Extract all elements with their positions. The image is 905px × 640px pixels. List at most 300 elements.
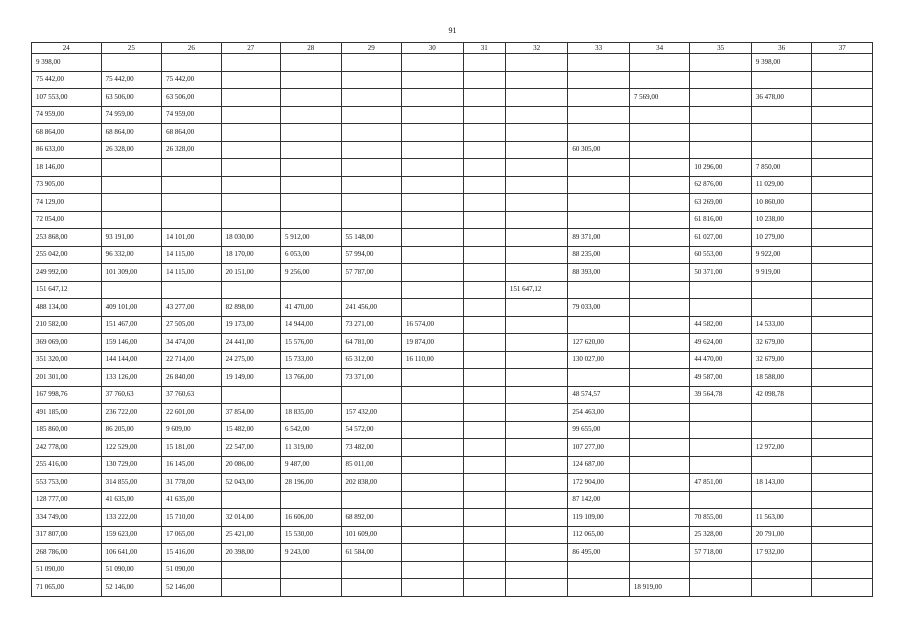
table-cell: 201 301,00 bbox=[32, 369, 102, 387]
table-cell: 86 633,00 bbox=[32, 141, 102, 159]
table-cell: 25 421,00 bbox=[221, 526, 280, 544]
table-cell bbox=[221, 386, 280, 404]
table-cell bbox=[690, 141, 752, 159]
table-cell: 369 069,00 bbox=[32, 334, 102, 352]
table-cell bbox=[463, 229, 505, 247]
table-cell: 11 563,00 bbox=[751, 509, 812, 527]
table-cell bbox=[629, 544, 690, 562]
table-cell: 20 151,00 bbox=[221, 264, 280, 282]
table-cell bbox=[812, 404, 873, 422]
table-cell bbox=[751, 579, 812, 597]
table-cell bbox=[812, 246, 873, 264]
table-cell: 75 442,00 bbox=[101, 71, 162, 89]
table-cell: 6 542,00 bbox=[281, 421, 342, 439]
table-cell bbox=[812, 456, 873, 474]
table-cell: 11 319,00 bbox=[281, 439, 342, 457]
table-cell: 52 146,00 bbox=[101, 579, 162, 597]
table-cell bbox=[505, 561, 568, 579]
table-cell bbox=[505, 71, 568, 89]
table-cell bbox=[690, 124, 752, 142]
table-cell bbox=[629, 386, 690, 404]
table-cell: 71 065,00 bbox=[32, 579, 102, 597]
table-cell bbox=[568, 71, 630, 89]
table-cell bbox=[629, 351, 690, 369]
table-cell bbox=[402, 299, 464, 317]
column-header: 25 bbox=[101, 43, 162, 54]
table-cell bbox=[463, 141, 505, 159]
table-cell bbox=[568, 316, 630, 334]
table-cell: 16 145,00 bbox=[162, 456, 221, 474]
table-cell: 10 238,00 bbox=[751, 211, 812, 229]
table-cell: 24 441,00 bbox=[221, 334, 280, 352]
table-cell bbox=[341, 211, 402, 229]
table-cell bbox=[629, 369, 690, 387]
table-cell: 15 530,00 bbox=[281, 526, 342, 544]
table-cell: 133 222,00 bbox=[101, 509, 162, 527]
table-cell bbox=[463, 106, 505, 124]
table-cell: 93 191,00 bbox=[101, 229, 162, 247]
table-cell bbox=[281, 106, 342, 124]
table-cell: 9 398,00 bbox=[751, 54, 812, 72]
table-cell bbox=[463, 264, 505, 282]
table-row bbox=[32, 474, 873, 492]
table-cell bbox=[281, 491, 342, 509]
table-cell bbox=[505, 579, 568, 597]
table-cell bbox=[341, 141, 402, 159]
table-cell bbox=[402, 141, 464, 159]
table-cell bbox=[463, 474, 505, 492]
table-cell: 22 547,00 bbox=[221, 439, 280, 457]
table-cell bbox=[690, 299, 752, 317]
table-cell: 18 030,00 bbox=[221, 229, 280, 247]
table-cell bbox=[690, 421, 752, 439]
table-cell bbox=[690, 106, 752, 124]
table-cell: 43 277,00 bbox=[162, 299, 221, 317]
table-cell bbox=[812, 334, 873, 352]
table-cell bbox=[341, 124, 402, 142]
table-cell: 7 569,00 bbox=[629, 89, 690, 107]
table-cell bbox=[281, 159, 342, 177]
table-cell: 10 296,00 bbox=[690, 159, 752, 177]
table-cell: 85 011,00 bbox=[341, 456, 402, 474]
table-cell bbox=[812, 491, 873, 509]
table-cell: 15 416,00 bbox=[162, 544, 221, 562]
table-cell bbox=[629, 561, 690, 579]
table-cell bbox=[463, 71, 505, 89]
table-cell bbox=[402, 106, 464, 124]
table-cell: 42 098,78 bbox=[751, 386, 812, 404]
table-cell bbox=[568, 89, 630, 107]
table-cell: 63 506,00 bbox=[101, 89, 162, 107]
table-cell bbox=[568, 124, 630, 142]
table-cell: 9 256,00 bbox=[281, 264, 342, 282]
table-cell bbox=[690, 54, 752, 72]
table-cell: 133 126,00 bbox=[101, 369, 162, 387]
table-cell: 26 328,00 bbox=[162, 141, 221, 159]
table-cell bbox=[463, 421, 505, 439]
table-row bbox=[32, 211, 873, 229]
table-cell bbox=[812, 211, 873, 229]
table-row bbox=[32, 124, 873, 142]
table-cell: 202 838,00 bbox=[341, 474, 402, 492]
table-cell bbox=[690, 89, 752, 107]
column-header: 27 bbox=[221, 43, 280, 54]
table-cell: 37 760,63 bbox=[162, 386, 221, 404]
table-cell bbox=[505, 124, 568, 142]
table-cell: 334 749,00 bbox=[32, 509, 102, 527]
table-cell bbox=[751, 71, 812, 89]
table-cell: 236 722,00 bbox=[101, 404, 162, 422]
column-header: 28 bbox=[281, 43, 342, 54]
table-cell bbox=[402, 229, 464, 247]
table-row bbox=[32, 71, 873, 89]
table-cell: 151 647,12 bbox=[32, 281, 102, 299]
table-cell bbox=[505, 264, 568, 282]
table-cell bbox=[463, 509, 505, 527]
table-cell bbox=[162, 176, 221, 194]
table-cell: 12 972,00 bbox=[751, 439, 812, 457]
table-row bbox=[32, 404, 873, 422]
table-cell bbox=[812, 299, 873, 317]
table-cell: 9 487,00 bbox=[281, 456, 342, 474]
table-cell bbox=[751, 281, 812, 299]
table-cell bbox=[402, 456, 464, 474]
table-cell bbox=[751, 421, 812, 439]
table-cell: 26 328,00 bbox=[101, 141, 162, 159]
table-row bbox=[32, 141, 873, 159]
table-cell: 75 442,00 bbox=[162, 71, 221, 89]
table-row bbox=[32, 386, 873, 404]
table-cell bbox=[341, 89, 402, 107]
table-cell bbox=[629, 176, 690, 194]
table-cell: 61 816,00 bbox=[690, 211, 752, 229]
table-cell bbox=[812, 141, 873, 159]
header-row bbox=[32, 43, 873, 54]
table-cell bbox=[751, 124, 812, 142]
table-row bbox=[32, 491, 873, 509]
table-cell: 16 606,00 bbox=[281, 509, 342, 527]
table-cell bbox=[402, 474, 464, 492]
table-cell bbox=[221, 71, 280, 89]
column-header: 33 bbox=[568, 43, 630, 54]
table-header bbox=[32, 43, 873, 54]
table-cell bbox=[568, 194, 630, 212]
table-cell bbox=[402, 491, 464, 509]
table-cell bbox=[629, 141, 690, 159]
table-cell: 124 687,00 bbox=[568, 456, 630, 474]
table-cell: 101 309,00 bbox=[101, 264, 162, 282]
table-cell: 10 279,00 bbox=[751, 229, 812, 247]
table-cell bbox=[690, 404, 752, 422]
table-cell bbox=[402, 211, 464, 229]
table-cell bbox=[751, 141, 812, 159]
table-cell bbox=[812, 579, 873, 597]
table-cell bbox=[505, 404, 568, 422]
table-cell bbox=[505, 89, 568, 107]
table-cell: 18 170,00 bbox=[221, 246, 280, 264]
table-cell: 24 275,00 bbox=[221, 351, 280, 369]
table-cell: 18 143,00 bbox=[751, 474, 812, 492]
table-cell: 15 482,00 bbox=[221, 421, 280, 439]
table-cell: 57 994,00 bbox=[341, 246, 402, 264]
table-cell bbox=[341, 54, 402, 72]
table-cell bbox=[751, 299, 812, 317]
table-cell: 13 766,00 bbox=[281, 369, 342, 387]
table-cell: 241 456,00 bbox=[341, 299, 402, 317]
table-cell: 61 584,00 bbox=[341, 544, 402, 562]
table-cell bbox=[505, 334, 568, 352]
table-cell bbox=[402, 509, 464, 527]
table-cell: 68 864,00 bbox=[101, 124, 162, 142]
table-cell bbox=[505, 299, 568, 317]
table-cell: 255 416,00 bbox=[32, 456, 102, 474]
table-cell bbox=[629, 299, 690, 317]
table-cell bbox=[751, 456, 812, 474]
column-header: 29 bbox=[341, 43, 402, 54]
table-cell: 52 043,00 bbox=[221, 474, 280, 492]
table-cell bbox=[341, 386, 402, 404]
table-cell bbox=[402, 421, 464, 439]
table-cell bbox=[629, 106, 690, 124]
table-cell: 41 470,00 bbox=[281, 299, 342, 317]
table-cell bbox=[505, 246, 568, 264]
table-cell bbox=[402, 71, 464, 89]
table-body bbox=[32, 54, 873, 597]
table-cell: 210 582,00 bbox=[32, 316, 102, 334]
table-row bbox=[32, 176, 873, 194]
table-cell bbox=[402, 404, 464, 422]
table-cell: 107 553,00 bbox=[32, 89, 102, 107]
table-cell bbox=[281, 54, 342, 72]
table-cell: 19 173,00 bbox=[221, 316, 280, 334]
table-cell bbox=[402, 526, 464, 544]
table-cell: 52 146,00 bbox=[162, 579, 221, 597]
table-cell bbox=[812, 176, 873, 194]
table-cell: 72 054,00 bbox=[32, 211, 102, 229]
table-cell bbox=[101, 194, 162, 212]
table-cell bbox=[402, 386, 464, 404]
table-cell bbox=[341, 579, 402, 597]
table-cell bbox=[463, 369, 505, 387]
table-cell bbox=[629, 281, 690, 299]
table-cell bbox=[221, 194, 280, 212]
table-cell: 48 574,57 bbox=[568, 386, 630, 404]
table-cell bbox=[629, 211, 690, 229]
table-cell: 88 235,00 bbox=[568, 246, 630, 264]
table-cell bbox=[629, 54, 690, 72]
table-cell: 20 398,00 bbox=[221, 544, 280, 562]
table-cell bbox=[463, 526, 505, 544]
table-cell: 75 442,00 bbox=[32, 71, 102, 89]
table-row bbox=[32, 159, 873, 177]
table-cell bbox=[690, 71, 752, 89]
table-cell bbox=[690, 561, 752, 579]
table-cell: 20 791,00 bbox=[751, 526, 812, 544]
table-cell: 73 482,00 bbox=[341, 439, 402, 457]
table-cell: 51 090,00 bbox=[32, 561, 102, 579]
table-cell bbox=[402, 246, 464, 264]
column-header: 32 bbox=[505, 43, 568, 54]
table-cell bbox=[463, 281, 505, 299]
table-cell bbox=[402, 579, 464, 597]
table-cell bbox=[221, 159, 280, 177]
column-header: 24 bbox=[32, 43, 102, 54]
table-cell: 41 635,00 bbox=[162, 491, 221, 509]
table-cell bbox=[402, 561, 464, 579]
table-cell bbox=[812, 509, 873, 527]
table-row bbox=[32, 299, 873, 317]
table-row bbox=[32, 334, 873, 352]
table-cell bbox=[812, 421, 873, 439]
table-cell bbox=[341, 194, 402, 212]
table-cell bbox=[505, 509, 568, 527]
table-row bbox=[32, 456, 873, 474]
table-cell bbox=[463, 159, 505, 177]
table-cell: 63 506,00 bbox=[162, 89, 221, 107]
table-cell: 55 148,00 bbox=[341, 229, 402, 247]
table-cell bbox=[505, 386, 568, 404]
table-cell: 22 601,00 bbox=[162, 404, 221, 422]
table-cell bbox=[281, 71, 342, 89]
table-cell: 74 959,00 bbox=[32, 106, 102, 124]
table-cell bbox=[505, 439, 568, 457]
table-cell bbox=[463, 194, 505, 212]
table-cell bbox=[221, 106, 280, 124]
table-cell bbox=[568, 369, 630, 387]
table-cell bbox=[751, 404, 812, 422]
table-cell bbox=[629, 124, 690, 142]
table-cell bbox=[221, 176, 280, 194]
table-cell: 16 574,00 bbox=[402, 316, 464, 334]
table-cell: 73 271,00 bbox=[341, 316, 402, 334]
table-cell: 60 553,00 bbox=[690, 246, 752, 264]
table-cell bbox=[812, 526, 873, 544]
table-cell: 15 181,00 bbox=[162, 439, 221, 457]
table-cell: 255 042,00 bbox=[32, 246, 102, 264]
table-cell: 18 835,00 bbox=[281, 404, 342, 422]
table-cell bbox=[101, 281, 162, 299]
table-cell: 249 992,00 bbox=[32, 264, 102, 282]
table-cell bbox=[221, 579, 280, 597]
table-cell bbox=[629, 194, 690, 212]
table-cell: 18 919,00 bbox=[629, 579, 690, 597]
table-cell: 44 582,00 bbox=[690, 316, 752, 334]
table-cell bbox=[221, 54, 280, 72]
table-cell: 20 086,00 bbox=[221, 456, 280, 474]
table-cell bbox=[463, 404, 505, 422]
page-number: 91 bbox=[448, 26, 457, 35]
table-cell bbox=[690, 281, 752, 299]
table-cell: 130 729,00 bbox=[101, 456, 162, 474]
table-cell bbox=[402, 159, 464, 177]
table-cell: 74 959,00 bbox=[101, 106, 162, 124]
table-cell bbox=[812, 474, 873, 492]
table-cell: 6 053,00 bbox=[281, 246, 342, 264]
table-cell bbox=[505, 141, 568, 159]
table-cell bbox=[505, 456, 568, 474]
table-cell bbox=[568, 579, 630, 597]
table-cell bbox=[341, 71, 402, 89]
table-row bbox=[32, 579, 873, 597]
table-cell bbox=[568, 211, 630, 229]
table-cell: 74 959,00 bbox=[162, 106, 221, 124]
table-cell bbox=[463, 456, 505, 474]
table-cell: 37 854,00 bbox=[221, 404, 280, 422]
table-cell bbox=[463, 54, 505, 72]
table-cell: 7 850,00 bbox=[751, 159, 812, 177]
table-cell: 9 398,00 bbox=[32, 54, 102, 72]
table-cell bbox=[505, 54, 568, 72]
table-cell: 64 781,00 bbox=[341, 334, 402, 352]
table-cell: 9 919,00 bbox=[751, 264, 812, 282]
table-cell bbox=[221, 281, 280, 299]
table-cell: 63 269,00 bbox=[690, 194, 752, 212]
table-cell: 99 655,00 bbox=[568, 421, 630, 439]
table-cell bbox=[629, 229, 690, 247]
table-cell bbox=[281, 89, 342, 107]
table-cell bbox=[221, 89, 280, 107]
table-cell bbox=[505, 351, 568, 369]
table-cell: 57 718,00 bbox=[690, 544, 752, 562]
table-cell bbox=[402, 176, 464, 194]
table-cell bbox=[812, 316, 873, 334]
column-header: 34 bbox=[629, 43, 690, 54]
table-cell bbox=[505, 229, 568, 247]
table-cell: 159 146,00 bbox=[101, 334, 162, 352]
table-row bbox=[32, 194, 873, 212]
table-cell bbox=[281, 141, 342, 159]
table-cell bbox=[463, 351, 505, 369]
table-cell bbox=[463, 246, 505, 264]
table-cell: 144 144,00 bbox=[101, 351, 162, 369]
table-cell: 14 115,00 bbox=[162, 246, 221, 264]
table-row bbox=[32, 316, 873, 334]
table-cell bbox=[568, 281, 630, 299]
table-cell: 253 868,00 bbox=[32, 229, 102, 247]
table-cell: 74 129,00 bbox=[32, 194, 102, 212]
table-row bbox=[32, 106, 873, 124]
table-cell: 25 328,00 bbox=[690, 526, 752, 544]
table-cell bbox=[281, 579, 342, 597]
table-cell: 15 733,00 bbox=[281, 351, 342, 369]
table-cell bbox=[505, 159, 568, 177]
table-cell: 19 874,00 bbox=[402, 334, 464, 352]
table-cell bbox=[505, 421, 568, 439]
table-cell: 15 576,00 bbox=[281, 334, 342, 352]
table-row bbox=[32, 421, 873, 439]
table-cell: 128 777,00 bbox=[32, 491, 102, 509]
table-cell: 27 505,00 bbox=[162, 316, 221, 334]
table-cell: 62 876,00 bbox=[690, 176, 752, 194]
table-cell: 32 679,00 bbox=[751, 351, 812, 369]
table-cell: 157 432,00 bbox=[341, 404, 402, 422]
table-row bbox=[32, 509, 873, 527]
table-row bbox=[32, 526, 873, 544]
table-cell bbox=[162, 281, 221, 299]
table-cell: 73 905,00 bbox=[32, 176, 102, 194]
table-cell: 22 714,00 bbox=[162, 351, 221, 369]
table-cell: 106 641,00 bbox=[101, 544, 162, 562]
table-cell bbox=[281, 194, 342, 212]
table-cell: 242 778,00 bbox=[32, 439, 102, 457]
table-cell: 37 760,63 bbox=[101, 386, 162, 404]
table-cell bbox=[221, 491, 280, 509]
table-cell: 96 332,00 bbox=[101, 246, 162, 264]
table-cell bbox=[162, 54, 221, 72]
table-cell: 107 277,00 bbox=[568, 439, 630, 457]
table-cell: 268 786,00 bbox=[32, 544, 102, 562]
table-cell bbox=[463, 334, 505, 352]
